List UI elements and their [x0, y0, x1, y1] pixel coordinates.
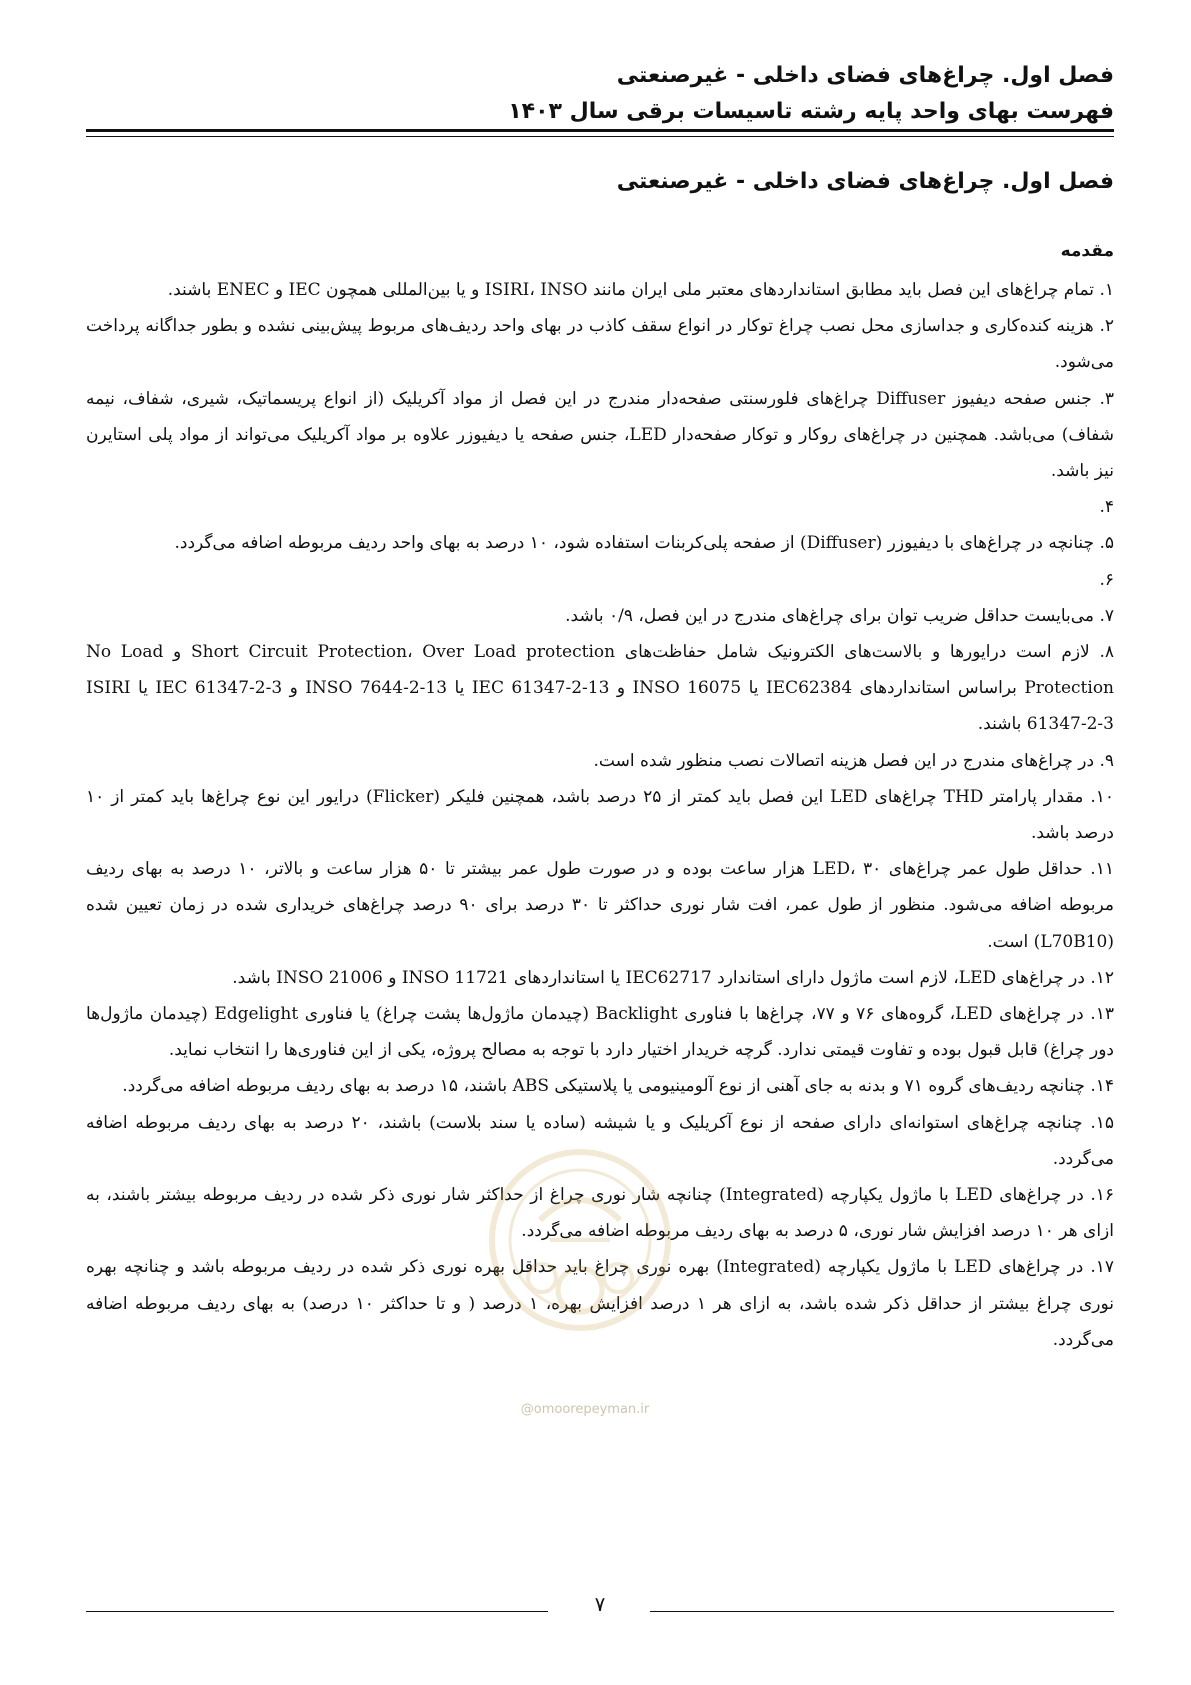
watermark-logo	[480, 1140, 680, 1340]
list-item: ۱۱. حداقل طول عمر چراغ‌های LED، ۳۰ هزار ساعت بوده و در صورت طول عمر بیشتر تا ۵۰ هزار ساعت و بالاتر، ۱۰ درصد به بهای ردیف مربوطه اضافه می‌شود. منظور از طول عمر، افت شار نوری حداکثر تا ۳۰ درصد برای ۹۰ درصد چراغ‌های خریداری شده در زمان تعیین شده (L70B10) است.	[86, 859, 1115, 952]
header-rule-thin	[86, 136, 1114, 137]
footer-rule-right	[650, 1611, 1114, 1612]
list-item: ۱۴. چنانچه ردیف‌های گروه ۷۱ و بدنه به جای آهنی از نوع آلومینیومی یا پلاستیکی ABS باشند، ۱۵ درصد به بهای ردیف مربوطه اضافه می‌گردد.	[122, 1076, 1114, 1097]
list-item: ۱۰. مقدار پارامتر THD چراغ‌های LED این فصل باید کمتر از ۲۵ درصد باشد، همچنین فلیکر (Flicker) درایور این نوع چراغ‌ها باید کمتر از ۱۰ درصد باشد.	[86, 786, 1114, 844]
list-item: ۱۳. در چراغ‌های LED، گروه‌های ۷۶ و ۷۷، چراغ‌ها با فناوری Backlight (چیدمان ماژول‌ها پشت چراغ) یا فناوری Edgelight (چیدمان ماژول‌ها دور چراغ) قابل قبول بوده و تفاوت قیمتی ندارد. گرچه خریدار اختیار دارد با توجه به مصالح پروژه، یکی از این فناوری‌ها را انتخاب نماید.	[86, 1004, 1114, 1061]
list-item: ۱۶. در چراغ‌های LED با ماژول یکپارچه (Integrated) چنانچه شار نوری چراغ از حداکثر شار نوری ذکر شده در ردیف مربوطه بیشتر باشند، به ازای هر ۱۰ درصد افزایش شار نوری، ۵ درصد به بهای ردیف مربوطه اضافه می‌گردد.	[86, 1185, 1115, 1242]
list-item: ۶.	[1099, 569, 1114, 590]
list-item: ۵. چنانچه در چراغ‌های با دیفیوزر (Diffuser) از صفحه پلی‌کربنات استفاده شود، ۱۰ درصد به بهای واحد ردیف مربوطه اضافه می‌گردد.	[174, 533, 1114, 554]
list-item: ۴.	[1099, 497, 1114, 518]
list-item: ۱۲. در چراغ‌های LED، لازم است ماژول دارای استاندارد IEC62717 یا استانداردهای INSO 11721 و INSO 21006 باشد.	[232, 967, 1114, 988]
list-item: ۷. می‌بایست حداقل ضریب توان برای چراغ‌های مندرج در این فصل، ۰/۹ باشد.	[565, 605, 1114, 626]
list-item: ۲. هزینه کنده‌کاری و جداسازی محل نصب چراغ توکار در انواع سقف کاذب در بهای واحد ردیف‌های مربوط پیش‌بینی نشده و بطور جداگانه پرداخت می‌شود.	[86, 316, 1114, 373]
header-rule-thick	[86, 129, 1114, 132]
list-item: ۹. در چراغ‌های مندرج در این فصل هزینه اتصالات نصب منظور شده است.	[593, 750, 1114, 771]
list-item: ۱. تمام چراغ‌های این فصل باید مطابق استانداردهای معتبر ملی ایران مانند ISIRI، INSO و یا بین‌المللی همچون IEC و ENEC باشند.	[167, 280, 1114, 300]
list-item: ۳. جنس صفحه دیفیوز Diffuser چراغ‌های فلورسنتی صفحه‌دار مندرج در این فصل از مواد آکریلیک (از انواع پریسماتیک، شیری، شفاف، نیمه شفاف) می‌باشد. همچنین در چراغ‌های روکار و توکار صفحه‌دار LED، جنس صفحه یا دیفیوزر علاوه بر مواد آکریلیک می‌تواند از مواد پلی استایرن نیز باشد.	[86, 388, 1114, 482]
intro-heading: مقدمه	[1060, 241, 1114, 261]
running-header	[86, 58, 1114, 130]
list-item: ۸. لازم است درایورها و بالاست‌های الکترونیک شامل حفاظت‌های Short Circuit Protection، Over Load protection و No Load Protection براساس استانداردهای IEC62384 یا INSO 16075 و IEC 61347-2-13 یا INSO 7644-2-13 و IEC 61347-2-3 یا ISIRI 61347-2-3 باشند.	[86, 642, 1115, 735]
footer-rule-left	[86, 1611, 548, 1612]
watermark-url: @omoorepeyman.ir	[520, 1402, 650, 1417]
list-item: ۱۵. چنانچه چراغ‌های استوانه‌ای دارای صفحه از نوع آکریلیک و یا شیشه (ساده یا سند بلاست) باشند، ۲۰ درصد به بهای ردیف مربوطه اضافه می‌گردد.	[86, 1112, 1114, 1169]
list-item: ۱۷. در چراغ‌های LED با ماژول یکپارچه (Integrated) بهره نوری چراغ باید حداقل بهره نوری ذکر شده در ردیف مربوطه باشد و چنانچه بهره نوری چراغ بیشتر از حداقل ذکر شده باشد، به ازای هر ۱ درصد افزایش بهره، ۱ درصد ( و تا حداکثر ۱۰ درصد) به بهای ردیف مربوطه اضافه می‌گردد.	[86, 1257, 1114, 1350]
header-chapter-line: فصل اول. چراغ‌های فضای داخلی - غیرصنعتی	[616, 63, 1114, 88]
header-price-list-line: فهرست بهای واحد پایه رشته تاسیسات برقی سال ۱۴۰۳	[508, 99, 1114, 124]
chapter-title: فصل اول. چراغ‌های فضای داخلی - غیرصنعتی	[616, 169, 1114, 194]
page-number: ۷	[594, 1592, 606, 1616]
